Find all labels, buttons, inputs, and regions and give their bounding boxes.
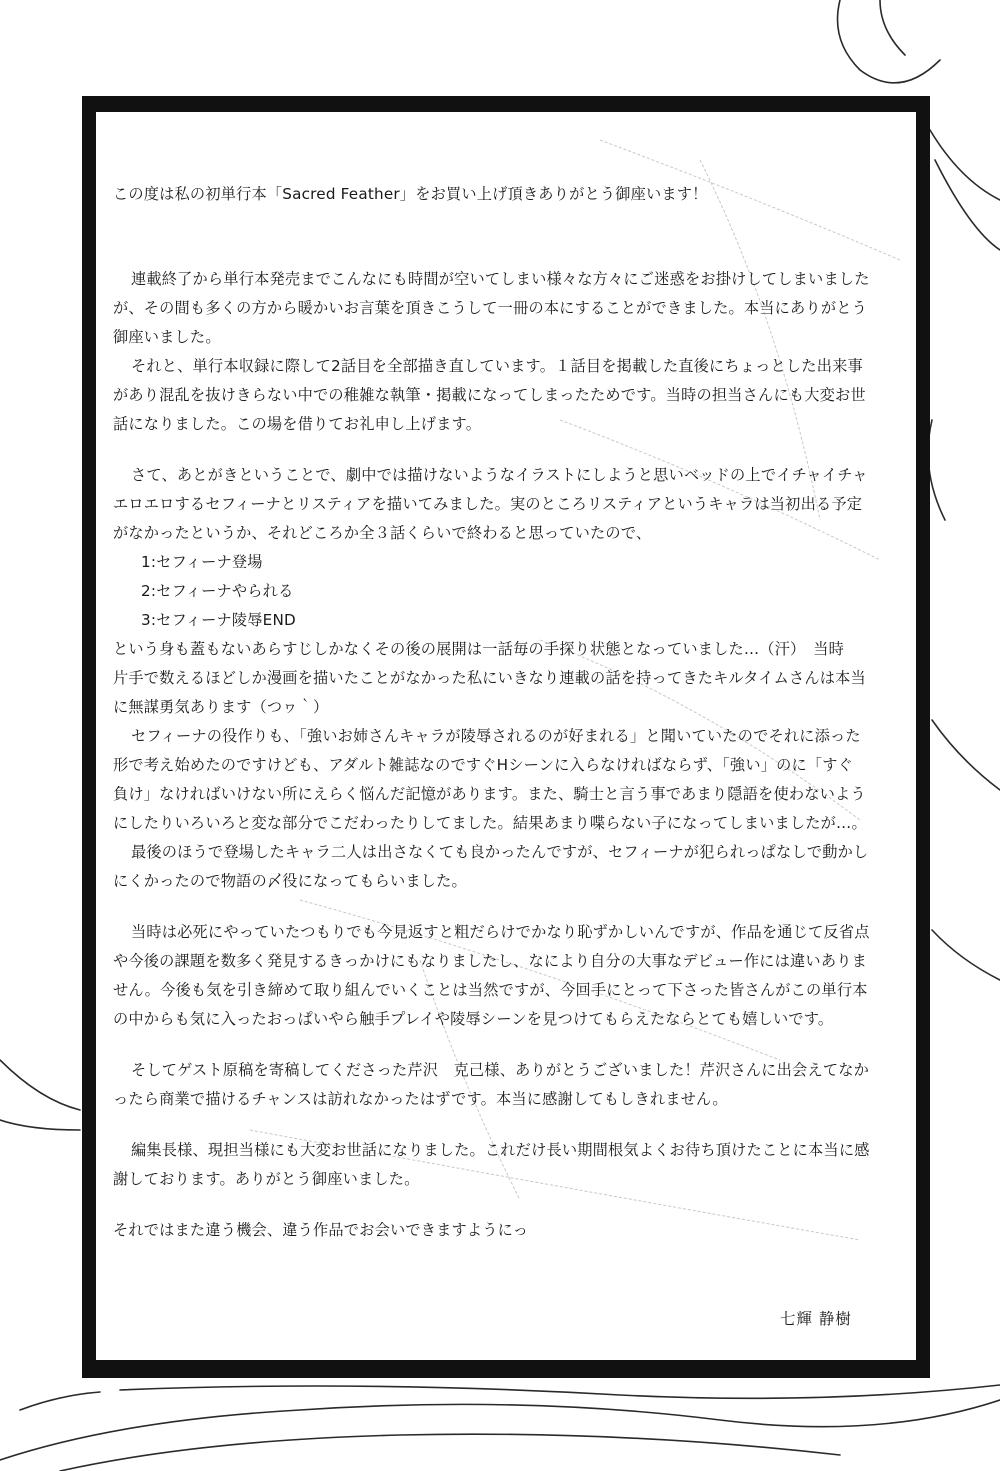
closing-line: それではまた違う機会、違う作品でお会いできますようにっ [113, 1221, 529, 1239]
paragraph-line: という身も蓋もないあらすじしかなくその後の展開は一話毎の手探り状態となっていました…（汗） 当時 [113, 640, 844, 658]
paragraph-line: に無謀勇気あります（つヮ｀） [113, 698, 329, 716]
paragraph-line: があり混乱を抜けきらない中での稚雑な執筆・掲載になってしまったためです。当時の担当さんにも大変お世 [113, 386, 866, 404]
paragraph-line: 負け」なければいけない所にえらく悩んだ記憶があります。また、騎士と言う事であまり隠語を使わないよう [113, 785, 866, 803]
paragraph-line: 連載終了から単行本発売までこんなにも時間が空いてしまい様々な方々にご迷惑をお掛けしてしまいました [131, 270, 870, 288]
paragraph-line: の中からも気に入ったおっぱいやら触手プレイや陵辱シーンを見つけてもらえたならとても嬉しいです。 [113, 1010, 834, 1028]
paragraph-line: ったら商業で描けるチャンスは訪れなかったはずです。本当に感謝してもしきれません。 [113, 1090, 728, 1108]
paragraph-line: 形で考え始めたのですけども、アダルト雑誌なのですぐHシーンに入らなければならず、「強い」のに「すぐ [113, 756, 854, 774]
paragraph-line: にくかったので物語の〆役になってもらいました。 [113, 872, 467, 890]
paragraph-line: セフィーナの役作りも、「強いお姉さんキャラが陵辱されるのが好まれる」と聞いていたのでそれに添った [131, 727, 861, 745]
paragraph-line: さて、あとがきということで、劇中では描けないようなイラストにしようと思いベッドの上でイチャイチャ [131, 466, 868, 484]
author-signature: 七輝 静樹 [780, 1310, 852, 1328]
paragraph-line: エロエロするセフィーナとリスティアを描いてみました。実のところリスティアというキャラは当初出る予定 [113, 495, 863, 513]
list-item: 1:セフィーナ登場 [141, 553, 263, 571]
paragraph-line: そしてゲスト原稿を寄稿してくださった芹沢 克己様、ありがとうございました！芹沢さんに出会えてなか [131, 1061, 869, 1079]
list-item: 2:セフィーナやられる [141, 582, 294, 600]
paragraph-line: 謝しております。ありがとう御座いました。 [113, 1170, 420, 1188]
intro-line: この度は私の初単行本「Sacred Feather」をお買い上げ頂きありがとう御座います！ [113, 185, 708, 203]
paragraph-line: 最後のほうで登場したキャラ二人は出さなくても良かったんですが、セフィーナが犯られっぱなしで動かし [131, 843, 869, 861]
paragraph-line: 片手で数えるほどしか漫画を描いたことがなかった私にいきなり連載の話を持ってきたキルタイムさんは本当 [113, 669, 866, 687]
paragraph-line: がなかったというか、それどころか全３話くらいで終わると思っていたので、 [113, 524, 652, 542]
list-item: 3:セフィーナ陵辱END [141, 611, 296, 629]
paragraph-line: それと、単行本収録に際して2話目を全部描き直しています。１話目を掲載した直後にちょっとした出来事 [131, 357, 863, 375]
paragraph-line: 編集長様、現担当様にも大変お世話になりました。これだけ長い期間根気よくお待ち頂けたことに本当に感 [131, 1141, 870, 1159]
paragraph-line: や今後の課題を数多く発見するきっかけにもなりましたし、なにより自分の大事なデビュー作には違いありま [113, 952, 867, 970]
paragraph-line: 御座いました。 [113, 328, 221, 346]
paragraph-line: 当時は必死にやっていたつもりでも今見返すと粗だらけでかなり恥ずかしいんですが、作品を通じて反省点 [131, 923, 870, 941]
afterword-text [113, 180, 913, 1245]
paragraph-line: せん。今後も気を引き締めて取り組んでいくことは当然ですが、今回手にとって下さった皆さんがこの単行本 [113, 981, 868, 999]
paragraph-line: が、その間も多くの方から暖かいお言葉を頂きこうして一冊の本にすることができました。本当にありがとう [113, 299, 867, 317]
paragraph-line: にしたりいろいろと変な部分でこだわったりしてました。結果あまり喋らない子になってしまいましたが…。 [113, 814, 867, 832]
paragraph-line: 話になりました。この場を借りてお礼申し上げます。 [113, 415, 482, 433]
